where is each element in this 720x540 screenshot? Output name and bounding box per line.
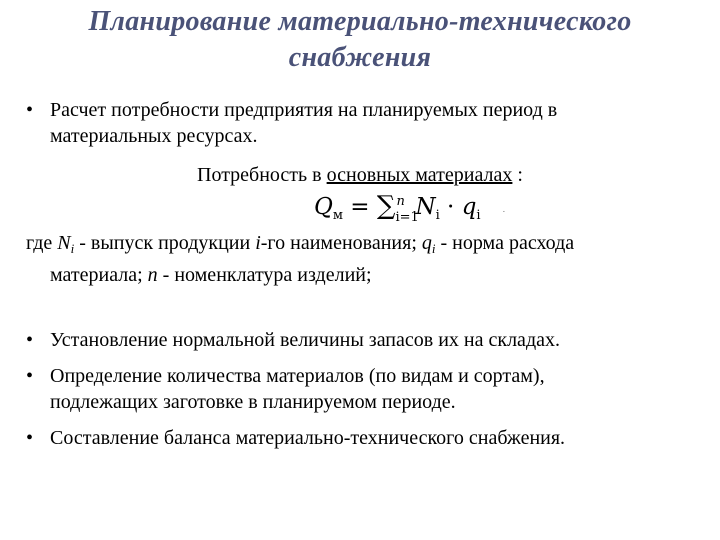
where-text-3: -го наименования; (260, 232, 422, 254)
slide-title-line2: снабжения (288, 42, 432, 73)
bullet-text-line2: подлежащих заготовке в планируемом периоде. (50, 391, 456, 413)
formula-Q-sub: м (332, 208, 343, 223)
where-N: N (57, 232, 71, 254)
need-line (0, 162, 720, 188)
formula-sum-upper: n (396, 194, 405, 209)
formula-N-sub: i (435, 208, 440, 223)
where-line2-a: материала; (50, 264, 148, 286)
bullet-text-line2: материальных ресурсах. (50, 125, 258, 147)
where-n: n (147, 264, 158, 286)
bullet-item-balance (26, 425, 696, 451)
where-line2 (50, 262, 706, 288)
where-q: q (421, 232, 432, 254)
need-line-underlined: основных материалах (326, 164, 513, 186)
bullet-text-line1: Расчет потребности предприятия на планируемых период в (50, 99, 558, 121)
slide-title-line1: Планирование материально-технического (88, 6, 632, 37)
formula-q: q (461, 194, 477, 220)
where-q-sub: i (431, 241, 436, 256)
need-line-suffix: : (512, 164, 523, 186)
bullet-item-quantity (26, 363, 696, 415)
where-N-sub: i (70, 241, 75, 256)
formula-q-sub: i (476, 208, 481, 223)
formula-sum-limits (395, 191, 419, 225)
bullet-text-line1: Составление баланса материально-технического снабжения. (50, 427, 566, 449)
formula-sum-sign: ∑ (376, 191, 396, 221)
formula-N: N (415, 194, 436, 220)
formula (314, 191, 505, 231)
bullet-marker: • (26, 365, 34, 387)
where-text-1: где (26, 232, 58, 254)
formula-Q: Q (314, 194, 333, 220)
bullet-marker: • (26, 427, 34, 449)
where-text-2: - выпуск продукции (74, 232, 256, 254)
formula-trailing-mark: . (502, 205, 506, 214)
formula-dot: · (439, 194, 462, 220)
bullet-item-need-calc (26, 97, 696, 149)
where-line2-b: - номенклатура изделий; (157, 264, 372, 286)
need-line-prefix: Потребность в (197, 164, 327, 186)
where-i: i (255, 232, 261, 254)
where-text-4: - норма расхода (435, 232, 575, 254)
where-definitions (26, 230, 706, 288)
bullet-text-line1: Установление нормальной величины запасов их на складах. (50, 329, 560, 351)
bullet-text-line1: Определение количества материалов (по видам и сортам), (50, 365, 545, 387)
formula-sum-lower: i=1 (395, 210, 419, 225)
bullet-marker: • (26, 99, 34, 121)
bullet-marker: • (26, 329, 34, 351)
slide-title (0, 4, 720, 76)
formula-equals: = (342, 194, 377, 220)
bullet-item-stock-norm (26, 327, 696, 353)
